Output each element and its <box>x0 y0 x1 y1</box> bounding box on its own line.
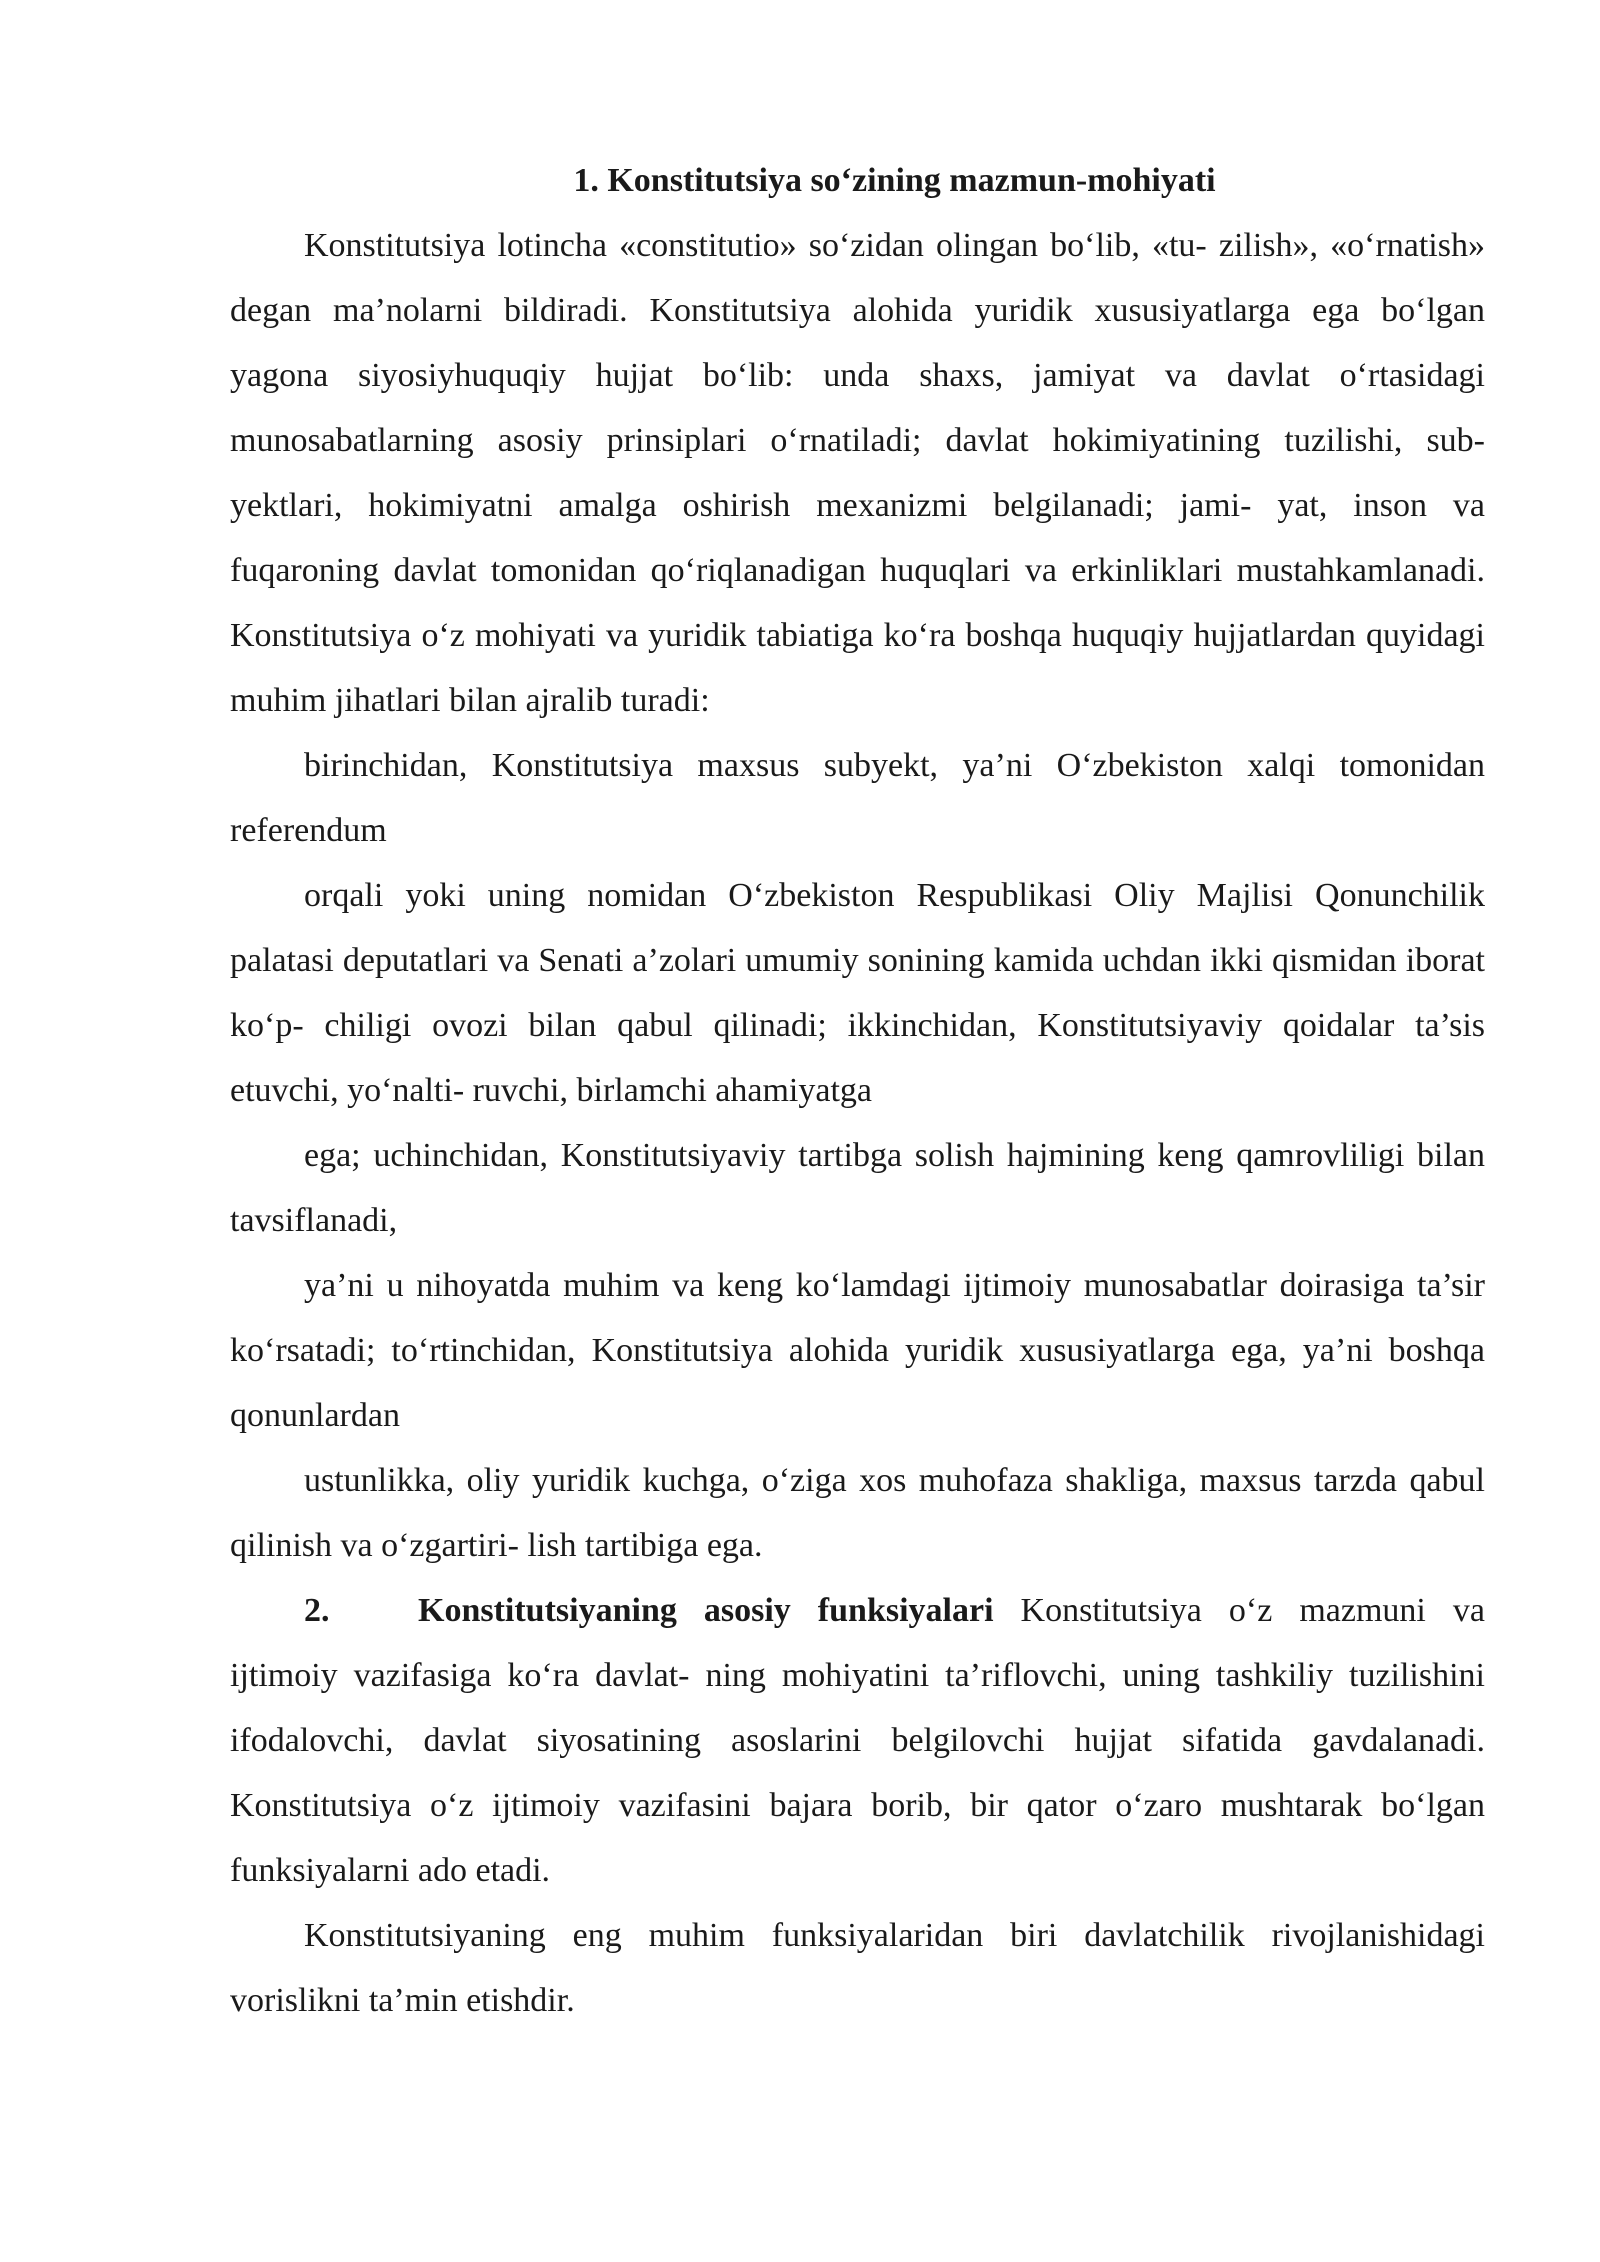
section-2-number: 2. <box>304 1592 330 1629</box>
section-2-paragraph-2: Konstitutsiyaning eng muhim funksiyalaridan biri davlatchilik rivojlanishidagi vorislikni ta’min etishdir. <box>230 1917 1485 2019</box>
section-2-heading: Konstitutsiyaning asosiy funksiyalari <box>418 1592 994 1629</box>
section-1-paragraph-2: birinchidan, Konstitutsiya maxsus subyekt, ya’ni O‘zbekiston xalqi tomonidan referendum <box>230 747 1485 849</box>
section-1-paragraph-4: ega; uchinchidan, Konstitutsiyaviy tartibga solish hajmining keng qamrovliligi bilan tavsiflanadi, <box>230 1137 1485 1239</box>
section-1-heading: 1. Konstitutsiya so‘zining mazmun-mohiyati <box>573 162 1216 199</box>
section-1-paragraph-1: Konstitutsiya lotincha «constitutio» so‘zidan olingan bo‘lib, «tu- zilish», «o‘rnatish» degan ma’nolarni bildiradi. Konstitutsiya alohida yuridik xususiyatlarga ega bo‘lgan yagona siyosiyhuquqiy hujjat bo‘lib: unda shaxs, jamiyat va davlat o‘rtasidagi munosabatlarning asosiy prinsiplari o‘rnatiladi; davlat hokimiyatining tuzilishi, sub- yektlari, hokimiyatni amalga oshirish mexanizmi belgilanadi; jami- yat, inson va fuqaroning davlat tomonidan qo‘riqlanadigan huquqlari va erkinliklari mustahkamlanadi. Konstitutsiya o‘z mohiyati va yuridik tabiatiga ko‘ra boshqa huquqiy hujjatlardan quyidagi muhim jihatlari bilan ajralib turadi: <box>230 227 1485 719</box>
section-1-paragraph-3: orqali yoki uning nomidan O‘zbekiston Respublikasi Oliy Majlisi Qonunchilik palatasi deputatlari va Senati a’zolari umumiy sonining kamida uchdan ikki qismidan iborat ko‘p- chiligi ovozi bilan qabul qilinadi; ikkinchidan, Konstitutsiyaviy qoidalar ta’sis etuvchi, yo‘nalti- ruvchi, birlamchi ahamiyatga <box>230 877 1485 1109</box>
section-2-paragraph-1 <box>230 1578 1485 1903</box>
document-page <box>230 148 1485 2033</box>
section-2-paragraph-1-text: Konstitutsiya o‘z mazmuni va ijtimoiy vazifasiga ko‘ra davlat- ning mohiyatini ta’riflovchi, uning tashkiliy tuzilishini ifodalovchi, davlat siyosatining asoslarini belgilovchi hujjat sifatida gavdalanadi. Konstitutsiya o‘z ijtimoiy vazifasini bajara borib, bir qator o‘zaro mushtarak bo‘lgan funksiyalarni ado etadi. <box>230 1592 1485 1889</box>
section-1-paragraph-5: ya’ni u nihoyatda muhim va keng ko‘lamdagi ijtimoiy munosabatlar doirasiga ta’sir ko‘rsatadi; to‘rtinchidan, Konstitutsiya alohida yuridik xususiyatlarga ega, ya’ni boshqa qonunlardan <box>230 1267 1485 1434</box>
section-1-paragraph-6: ustunlikka, oliy yuridik kuchga, o‘ziga xos muhofaza shakliga, maxsus tarzda qabul qilinish va o‘zgartiri- lish tartibiga ega. <box>230 1462 1485 1564</box>
